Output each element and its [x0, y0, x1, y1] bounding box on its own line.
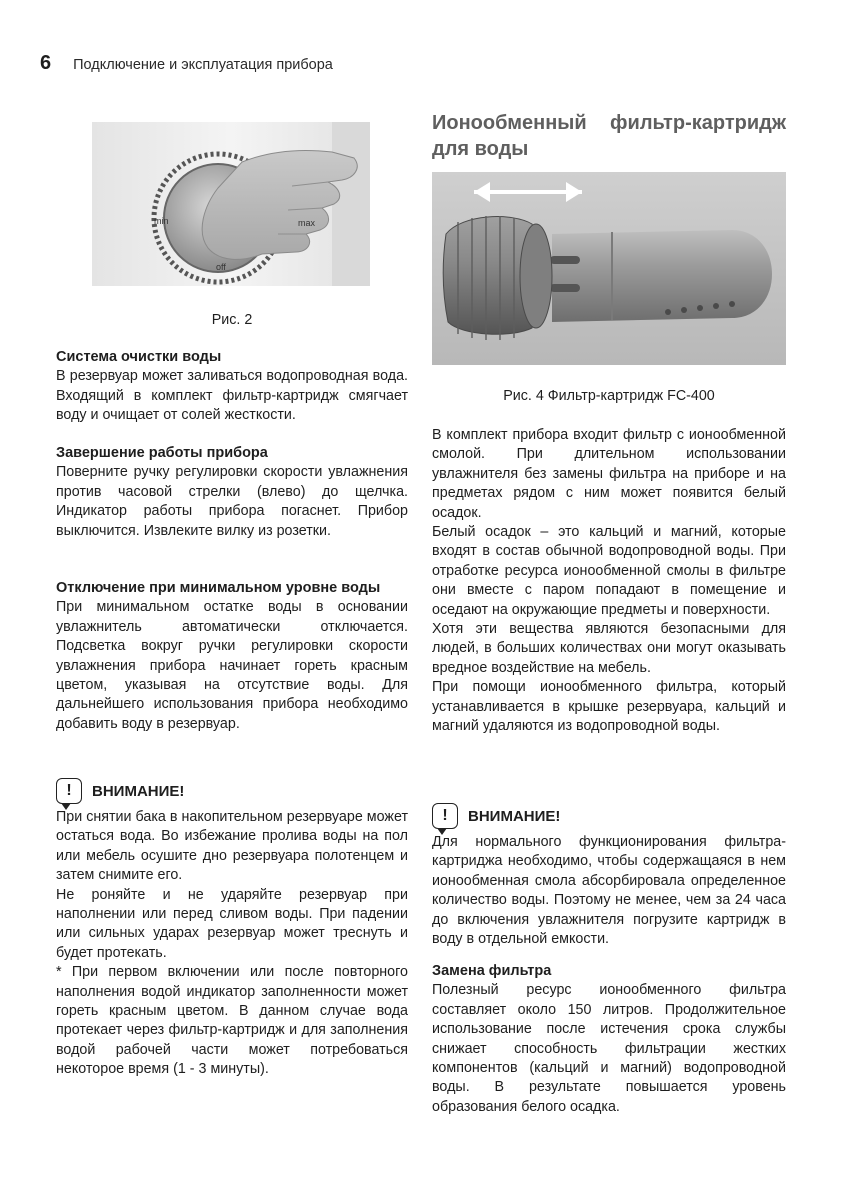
- page-header: [40, 52, 333, 76]
- dial-photo: [92, 122, 370, 286]
- warning-text-3: * При первом включении или после повторного наполнения водой индикатор заполненности может гореть красным цветом. В данном случае вода протекает через фильтр-картридж и для заполнения водой рабочей части может потребоваться некоторое время (1 - 3 минуты).: [56, 964, 408, 1078]
- dial-off-label: off: [216, 262, 226, 272]
- filter-cartridge-photo: [432, 172, 786, 365]
- section-filter-info: [432, 426, 786, 737]
- section-title-line-2: для воды: [432, 138, 529, 160]
- figure-4-caption: Рис. 4 Фильтр-картридж FC-400: [503, 388, 715, 404]
- dial-max-label: max: [298, 218, 316, 228]
- text-low-water: При минимальном остатке воды в основании увлажнитель автоматически отключается. Подсветка вокруг ручки регулировки скорости увлажнения прибора начинает гореть красным цветом, указывая на отсутствие воды. Для дальнейшего использования прибора необходимо добавить воду в резервуар.: [56, 599, 408, 732]
- figure-2-caption: Рис. 2: [211, 312, 253, 328]
- section-replacement: [432, 962, 786, 1117]
- filter-text-1: В комплект прибора входит фильтр с ионообменной смолой. При длительном использовании увлажнителя без замены фильтра на приборе и на предметах рядом с ним может появится белый осадок.: [432, 427, 786, 521]
- dial-min-label: min: [154, 216, 169, 226]
- warning-label: ВНИМАНИЕ!: [92, 782, 185, 800]
- running-title: Подключение и эксплуатация прибора: [73, 57, 333, 73]
- heading-replacement: Замена фильтра: [432, 963, 552, 979]
- warning-text-1: При снятии бака в накопительном резервуаре может остаться вода. Во избежание пролива воды на пол или мебель осушите дно резервуара полотенцем и затем снимите его.: [56, 809, 408, 884]
- warning-text-2: Не роняйте и не ударяйте резервуар при наполнении или перед сливом воды. При падении или сильных ударах резервуар может треснуть и будет протекать.: [56, 886, 408, 961]
- section-warning-left: [56, 778, 408, 1080]
- section-low-water: [56, 579, 408, 734]
- exclamation-icon: !: [56, 778, 82, 804]
- warning-header: [56, 778, 408, 804]
- section-title-line-1: Ионообменный фильтр-картридж: [432, 112, 786, 134]
- warning-text: Для нормального функционирования фильтра-картриджа необходимо, чтобы содержащаяся в нем ионообменная смола абсорбировала определенное количество воды. Поэтому не менее, чем за 24 часа до включения увлажнителя погрузите картридж в воду в отдельной емкости.: [432, 834, 786, 948]
- section-title: [432, 110, 786, 162]
- section-shutdown: [56, 444, 408, 541]
- figure-4: [432, 172, 786, 365]
- text-replacement: Полезный ресурс ионообменного фильтра составляет около 150 литров. Продолжительное использование после истечения срока службы снижает способность фильтрации жестких компонентов (кальций и магний) водопроводной воды. В результате повышается уровень образования белого осадка.: [432, 982, 786, 1115]
- page-number: 6: [40, 52, 52, 74]
- text-shutdown: Поверните ручку регулировки скорости увлажнения против часовой стрелки (влево) до щелчка. Индикатор работы прибора погаснет. Прибор выключится. Извлеките вилку из розетки.: [56, 464, 408, 539]
- exclamation-icon: !: [432, 803, 458, 829]
- heading-low-water: Отключение при минимальном уровне воды: [56, 580, 381, 596]
- figure-2: [92, 122, 370, 286]
- heading-cleaning: Система очистки воды: [56, 349, 222, 365]
- heading-shutdown: Завершение работы прибора: [56, 445, 268, 461]
- section-warning-right: [432, 803, 786, 949]
- filter-text-2: Белый осадок – это кальций и магний, которые входят в состав обычной водопроводной воды. При отработке ресурса ионообменной смолы в фильтре они вместе с паром попадают в помещение и оседают на окружающие предметы и поверхности.: [432, 524, 786, 618]
- text-cleaning: В резервуар может заливаться водопроводная вода. Входящий в комплект фильтр-картридж смягчает воду и очищает от солей жесткости.: [56, 368, 408, 424]
- filter-text-4: При помощи ионообменного фильтра, который устанавливается в крышке резервуара, кальций и магний удаляются из водопроводной воды.: [432, 679, 786, 735]
- warning-header: [432, 803, 786, 829]
- warning-label: ВНИМАНИЕ!: [468, 807, 561, 825]
- section-cleaning: [56, 348, 408, 426]
- filter-text-3: Хотя эти вещества являются безопасными для людей, в больших количествах они могут оказывать вредное воздействие на мебель.: [432, 621, 786, 676]
